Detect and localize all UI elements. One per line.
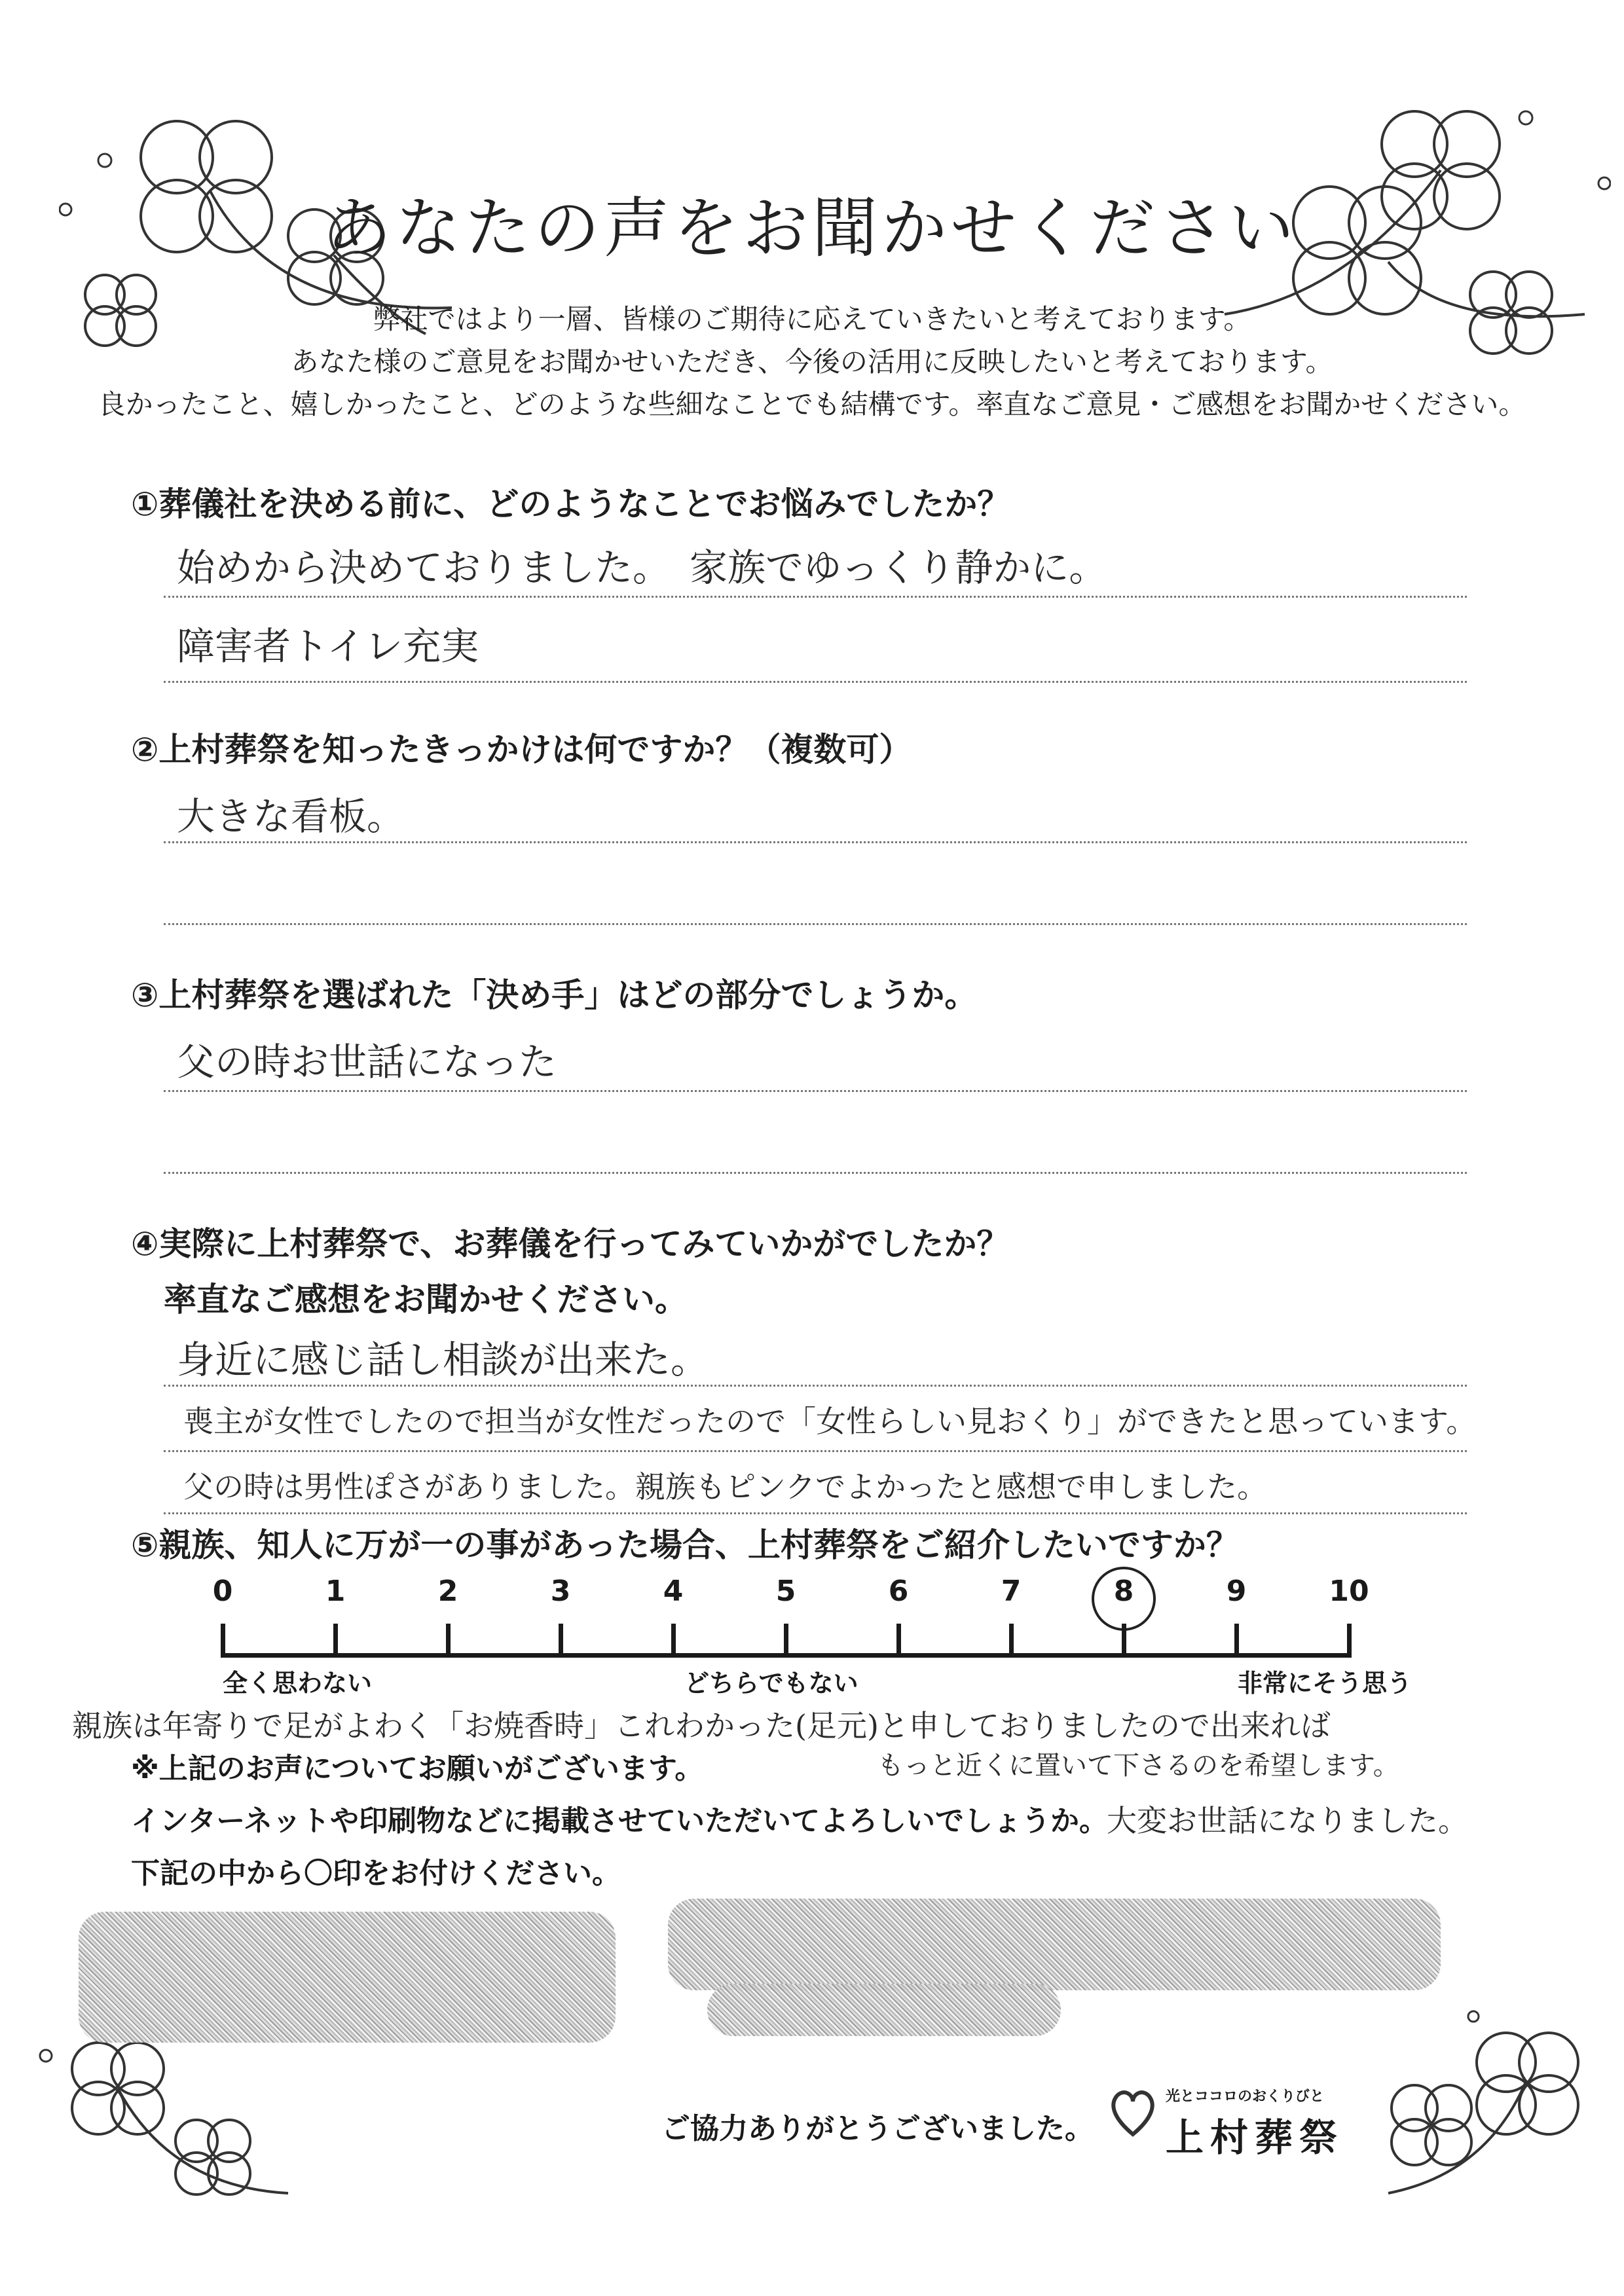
scale-tick [671,1624,676,1658]
question-3-label: ③上村葬祭を選ばれた「決め手」はどの部分でしょうか。 [131,976,978,1014]
page-title: あなたの声をお聞かせください [326,190,1298,266]
question-4-label-line-2: 率直なご感想をお聞かせください。 [164,1281,688,1319]
question-4-answer-3: 父の時は男性ぽさがありました。親族もピンクでよかったと感想で申しました。 [183,1469,1268,1504]
question-5-comment-1: 親族は年寄りで足がよわく「お焼香時」これわかった(足元)と申しておりましたので出来れば [72,1708,1331,1743]
redacted-area-right-lower [707,1984,1061,2036]
question-5-label: ⑤親族、知人に万が一の事があった場合、上村葬祭をご紹介したいですか？ [131,1526,1239,1564]
answer-line [164,1385,1467,1387]
brand-name: 上村葬祭 [1166,2115,1344,2160]
scale-label-high: 非常にそう思う [1238,1669,1412,1698]
thanks-message: ご協力ありがとうございました。 [661,2112,1094,2145]
redacted-area-left [79,1912,616,2043]
scale-tick-label: 0 [212,1575,233,1608]
notice-line-2: インターネットや印刷物などに掲載させていただいてよろしいでしょうか。 [131,1804,1109,1838]
brand-tagline: 光とココロのおくりびと [1166,2088,1325,2105]
scale-tick [1347,1624,1352,1658]
scale-tick [896,1624,901,1658]
redacted-area-right [668,1899,1441,1990]
question-5-comment-2: もっと近くに置いて下さるのを希望します。 [877,1751,1399,1781]
scale-label-low: 全く思わない [223,1669,373,1698]
notice-line-1: ※上記のお声についてお願いがございます。 [131,1752,704,1785]
heart-logo-icon [1107,2082,1159,2141]
scale-tick-label: 2 [437,1575,458,1608]
question-1-answer-1: 始めから決めておりました。 家族でゆっくり静かに。 [177,545,1107,590]
clover-decoration-bottom-left-icon [26,2016,301,2232]
answer-line [164,681,1467,683]
question-4-label: ④実際に上村葬祭で、お葬儀を行ってみていかがでしたか？ [131,1225,1010,1263]
intro-line-3: 良かったこと、嬉しかったこと、どのような些細なことでも結構です。率直なご意見・ご感想をお聞かせください。 [98,388,1526,420]
question-1-answer-2: 障害者トイレ充実 [177,624,479,668]
clover-decoration-bottom-right-icon [1375,2003,1611,2219]
scale-tick-label: 5 [775,1575,796,1608]
answer-line [164,1512,1467,1514]
question-4-answer-2: 喪主が女性でしたので担当が女性だったので「女性らしい見おくり」ができたと思っています。 [183,1404,1477,1439]
scale-tick [559,1624,563,1658]
answer-line [164,1450,1467,1452]
scale-tick [1122,1624,1126,1658]
scale-tick [333,1624,338,1658]
intro-line-1: 弊社ではより一層、皆様のご期待に応えていきたいと考えております。 [373,303,1251,335]
answer-line [164,1090,1467,1092]
question-4-answer-1: 身近に感じ話し相談が出来た。 [177,1338,709,1382]
question-1-label: ①葬儀社を決める前に、どのようなことでお悩みでしたか？ [131,485,1010,523]
scale-tick-label: 3 [550,1575,571,1608]
question-5-comment-3: 大変お世話になりました。 [1107,1803,1468,1838]
scale-tick [784,1624,788,1658]
scale-tick [1009,1624,1014,1658]
question-3-answer-1: 父の時お世話になった [177,1040,557,1084]
question-2-answer-1: 大きな看板。 [177,794,405,839]
scale-label-mid: どちらでもない [684,1669,858,1698]
scale-tick [1234,1624,1239,1658]
scale-tick-label: 4 [663,1575,684,1608]
scale-tick-label: 1 [325,1575,346,1608]
scale-tick-label: 7 [1001,1575,1022,1608]
scale-tick [221,1624,225,1658]
scale-tick [446,1624,451,1658]
scale-tick-label: 10 [1329,1575,1369,1608]
scale-tick-label: 6 [888,1575,909,1608]
intro-line-2: あなた様のご意見をお聞かせいただき、今後の活用に反映したいと考えております。 [291,346,1333,378]
answer-line [164,1172,1467,1174]
answer-line [164,841,1467,843]
answer-line [164,596,1467,598]
notice-line-3: 下記の中から〇印をお付けください。 [131,1857,621,1890]
question-2-label: ②上村葬祭を知ったきっかけは何ですか？（複数可） [131,731,912,769]
scale-tick-label: 9 [1226,1575,1247,1608]
scale-tick-label: 8 [1113,1575,1134,1608]
answer-line [164,923,1467,925]
